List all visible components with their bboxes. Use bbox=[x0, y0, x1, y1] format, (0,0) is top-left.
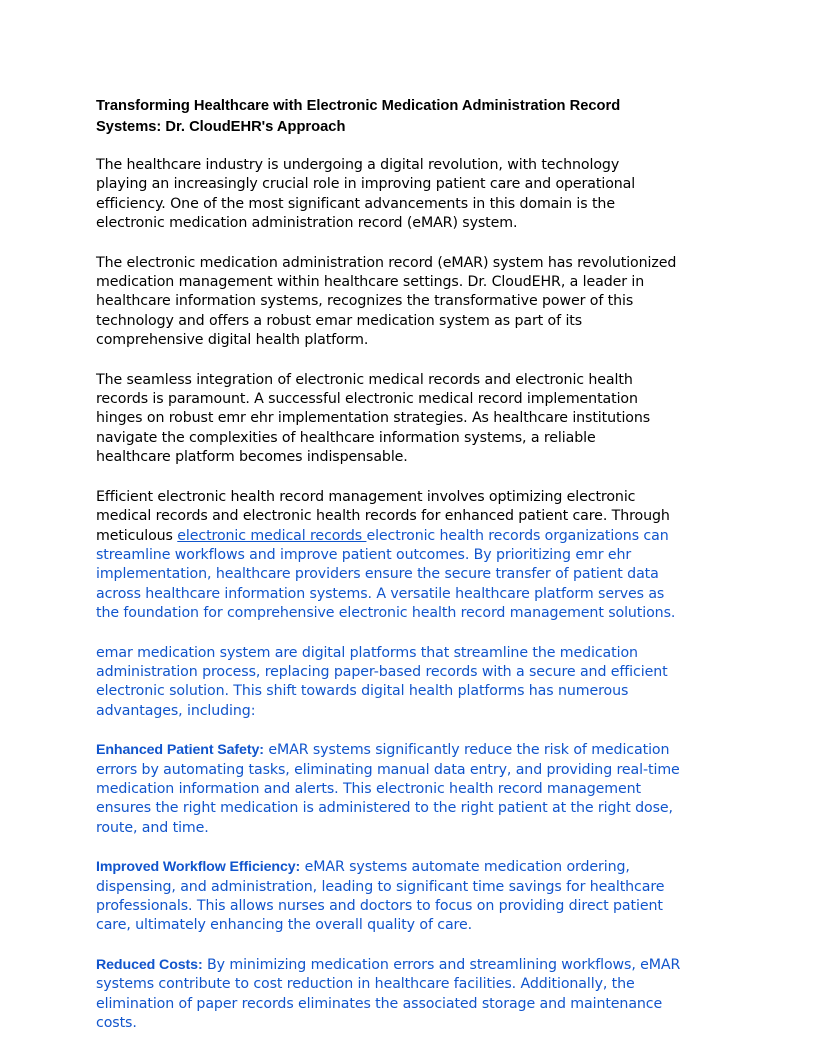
paragraph-ehr-blue-text: electronic health records organizations can streamline workflows and improve patient outcomes. By prioritizing emr ehr implementation, healthcare providers ensure the secure transfer of patient data across healthcare information systems. A versatile healthcare platform serves as the foundation for comprehensive electronic health record management solutions. bbox=[96, 527, 676, 622]
paragraph-integration: The seamless integration of electronic medical records and electronic health records is paramount. A successful electronic medical record implementation hinges on robust emr ehr implementation strategies. As healthcare institutions navigate the complexities of healthcare information systems, a reliable healthcare platform becomes indispensable. bbox=[96, 371, 651, 466]
paragraph-intro: The healthcare industry is undergoing a digital revolution, with technology playing an increasingly crucial role in improving patient care and operational efficiency. One of the most significant advancements in this domain is the electronic medication administration record (eMAR) system. bbox=[96, 157, 636, 232]
paragraph-ehr-management bbox=[96, 488, 720, 624]
electronic-medical-link[interactable]: electronic medical bbox=[177, 527, 311, 544]
benefit-text: eMAR systems automate medication ordering, dispensing, and administration, leading to significant time savings for healthcare professionals. This allows nurses and doctors to focus on providing direct patient care, ultimately enhancing the overall quality of care. bbox=[96, 859, 665, 934]
paragraph-emar-platforms: emar medication system are digital platforms that streamline the medication administration process, replacing paper-based records with a secure and efficient electronic solution. This shift towards digital health platforms has numerous advantages, including: bbox=[96, 644, 668, 719]
paragraph-ehr-text: Efficient electronic health record management involves optimizing electronic medical records and electronic health records for enhanced patient care. Through meticulous bbox=[96, 488, 670, 544]
benefit-workflow-efficiency bbox=[96, 858, 720, 936]
benefit-text: By minimizing medication errors and streamlining workflows, eMAR systems contribute to cost reduction in healthcare facilities. Additionally, the elimination of paper records eliminates the associated storage and maintenance costs. bbox=[96, 956, 681, 1032]
document-title: Transforming Healthcare with Electronic Medication Administration Record Systems: Dr. CloudEHR's Approach bbox=[96, 98, 621, 135]
benefit-patient-safety bbox=[96, 741, 720, 838]
records-link[interactable]: records bbox=[310, 527, 367, 544]
benefit-heading: Improved Workflow Efficiency: bbox=[96, 859, 301, 876]
benefit-heading: Reduced Costs: bbox=[96, 956, 203, 973]
document-page bbox=[96, 96, 720, 1033]
benefit-text: eMAR systems significantly reduce the risk of medication errors by automating tasks, eliminating manual data entry, and providing real-time medication information and alerts. This electronic health record management ensures the right medication is administered to the right patient at the right dose, route, and time. bbox=[96, 742, 680, 836]
benefit-heading: Enhanced Patient Safety: bbox=[96, 742, 264, 759]
paragraph-emar-overview: The electronic medication administration record (eMAR) system has revolutionized medication management within healthcare settings. Dr. CloudEHR, a leader in healthcare information systems, recognizes the transformative power of this technology and offers a robust emar medication system as part of its comprehensive digital health platform. bbox=[96, 254, 677, 349]
benefit-reduced-costs bbox=[96, 956, 720, 1034]
